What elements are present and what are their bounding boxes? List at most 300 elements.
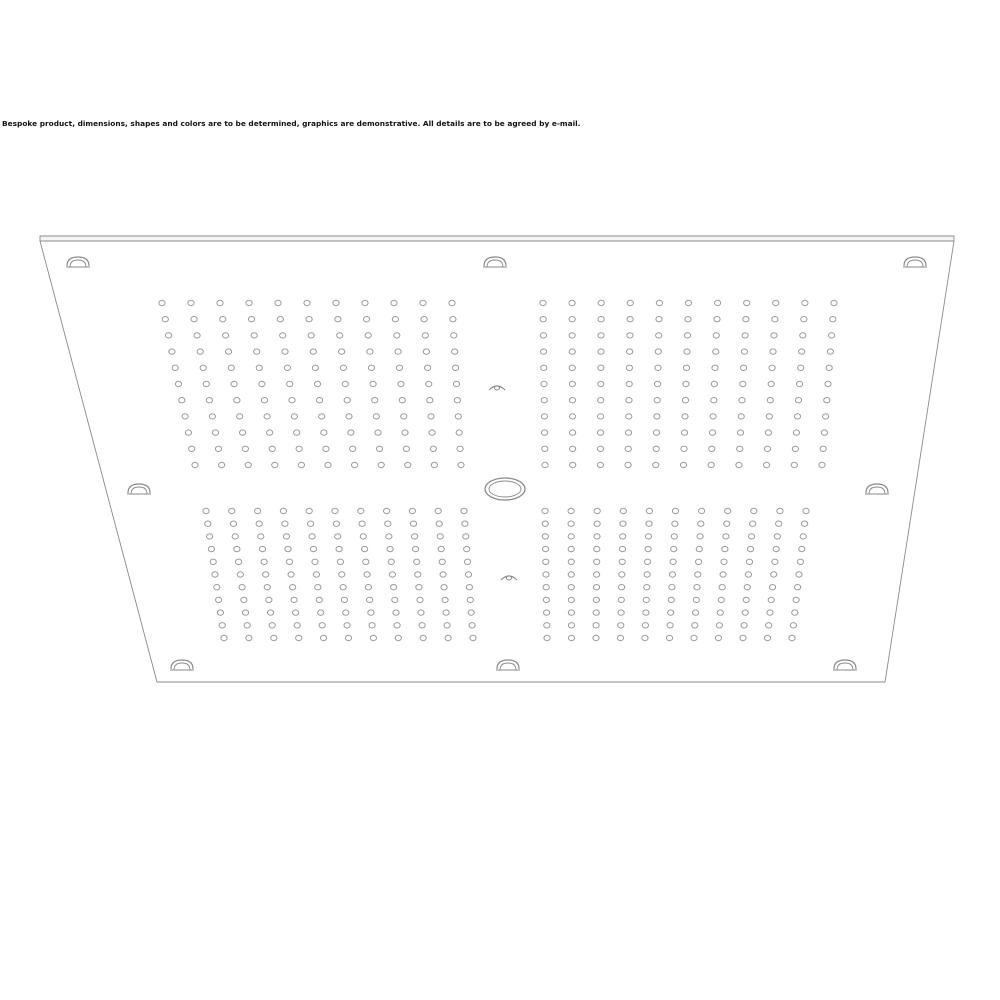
nozzle xyxy=(710,414,716,419)
nozzle xyxy=(821,430,827,435)
nozzle xyxy=(593,623,599,628)
nozzle xyxy=(792,446,798,451)
nozzle xyxy=(737,430,743,435)
nozzle xyxy=(736,462,742,467)
nozzle xyxy=(229,508,235,513)
panel-surface xyxy=(40,241,954,682)
nozzle xyxy=(542,430,548,435)
nozzle xyxy=(802,521,808,526)
nozzle xyxy=(795,398,801,403)
nozzle xyxy=(217,300,223,305)
nozzle xyxy=(627,300,633,305)
nozzle xyxy=(708,462,714,467)
nozzle xyxy=(449,300,455,305)
nozzle xyxy=(819,462,825,467)
nozzle xyxy=(645,559,651,564)
nozzle xyxy=(420,300,426,305)
nozzle xyxy=(764,462,770,467)
nozzle xyxy=(655,365,661,370)
nozzle xyxy=(737,446,743,451)
nozzle xyxy=(367,597,373,602)
nozzle xyxy=(259,381,265,386)
nozzle xyxy=(768,597,774,602)
nozzle xyxy=(692,623,698,628)
nozzle xyxy=(419,623,425,628)
disclaimer-text: Bespoke product, dimensions, shapes and colors are to be determined, graphics are demonstrative. All details are to be agreed by e-mail. xyxy=(2,119,581,128)
nozzle xyxy=(656,317,662,322)
nozzle xyxy=(304,300,310,305)
nozzle xyxy=(350,446,356,451)
nozzle xyxy=(738,414,744,419)
nozzle xyxy=(627,317,633,322)
nozzle xyxy=(773,546,779,551)
nozzle xyxy=(212,430,218,435)
nozzle xyxy=(333,300,339,305)
nozzle xyxy=(618,623,624,628)
nozzle xyxy=(827,349,833,354)
nozzle xyxy=(685,300,691,305)
nozzle xyxy=(216,597,222,602)
nozzle xyxy=(362,546,368,551)
nozzle xyxy=(369,623,375,628)
nozzle xyxy=(598,333,604,338)
nozzle xyxy=(749,534,755,539)
nozzle xyxy=(464,546,470,551)
nozzle xyxy=(194,333,200,338)
nozzle xyxy=(777,508,783,513)
nozzle xyxy=(337,559,343,564)
nozzle xyxy=(626,365,632,370)
nozzle xyxy=(741,365,747,370)
nozzle xyxy=(318,610,324,615)
nozzle xyxy=(772,559,778,564)
nozzle xyxy=(625,430,631,435)
nozzle xyxy=(773,300,779,305)
nozzle xyxy=(544,635,550,640)
nozzle xyxy=(217,610,223,615)
nozzle xyxy=(656,300,662,305)
nozzle xyxy=(693,597,699,602)
nozzle xyxy=(697,534,703,539)
nozzle xyxy=(643,610,649,615)
nozzle xyxy=(766,623,772,628)
nozzle xyxy=(800,534,806,539)
nozzle xyxy=(743,317,749,322)
nozzle xyxy=(368,365,374,370)
nozzle xyxy=(440,572,446,577)
nozzle xyxy=(598,300,604,305)
nozzle xyxy=(394,623,400,628)
nozzle xyxy=(418,610,424,615)
nozzle xyxy=(413,546,419,551)
nozzle xyxy=(452,349,458,354)
nozzle xyxy=(255,508,261,513)
nozzle xyxy=(668,610,674,615)
nozzle xyxy=(203,508,209,513)
nozzle xyxy=(540,333,546,338)
nozzle xyxy=(212,572,218,577)
nozzle xyxy=(266,597,272,602)
nozzle xyxy=(594,559,600,564)
nozzle xyxy=(208,546,214,551)
nozzle xyxy=(393,610,399,615)
nozzle xyxy=(392,317,398,322)
nozzle xyxy=(568,572,574,577)
nozzle xyxy=(246,300,252,305)
nozzle xyxy=(416,585,422,590)
nozzle xyxy=(644,585,650,590)
nozzle xyxy=(683,381,689,386)
nozzle xyxy=(542,446,548,451)
nozzle xyxy=(453,381,459,386)
nozzle xyxy=(671,534,677,539)
nozzle xyxy=(667,623,673,628)
nozzle xyxy=(373,414,379,419)
nozzle xyxy=(308,521,314,526)
nozzle xyxy=(402,430,408,435)
nozzle xyxy=(540,317,546,322)
nozzle xyxy=(310,546,316,551)
nozzle xyxy=(451,333,457,338)
nozzle xyxy=(245,462,251,467)
nozzle xyxy=(597,446,603,451)
nozzle xyxy=(598,398,604,403)
nozzle xyxy=(831,300,837,305)
nozzle xyxy=(799,546,805,551)
nozzle xyxy=(313,572,319,577)
nozzle xyxy=(335,317,341,322)
nozzle xyxy=(436,521,442,526)
nozzle xyxy=(766,414,772,419)
nozzle xyxy=(769,585,775,590)
nozzle xyxy=(192,462,198,467)
nozzle xyxy=(394,333,400,338)
nozzle xyxy=(739,398,745,403)
nozzle xyxy=(568,559,574,564)
nozzle xyxy=(795,585,801,590)
nozzle xyxy=(714,317,720,322)
nozzle xyxy=(543,546,549,551)
nozzle xyxy=(826,365,832,370)
nozzle xyxy=(386,534,392,539)
nozzle xyxy=(740,635,746,640)
nozzle xyxy=(375,430,381,435)
nozzle xyxy=(269,623,275,628)
nozzle xyxy=(741,623,747,628)
nozzle xyxy=(189,446,195,451)
nozzle xyxy=(335,534,341,539)
nozzle xyxy=(597,462,603,467)
nozzle xyxy=(239,585,245,590)
nozzle xyxy=(377,446,383,451)
nozzle xyxy=(653,462,659,467)
nozzle xyxy=(285,546,291,551)
nozzle xyxy=(286,559,292,564)
nozzle xyxy=(598,317,604,322)
nozzle xyxy=(462,521,468,526)
nozzle xyxy=(182,414,188,419)
nozzle xyxy=(470,635,476,640)
nozzle xyxy=(655,349,661,354)
nozzle xyxy=(219,462,225,467)
nozzle xyxy=(645,546,651,551)
nozzle xyxy=(415,572,421,577)
nozzle xyxy=(242,610,248,615)
nozzle xyxy=(395,349,401,354)
nozzle xyxy=(619,572,625,577)
nozzle xyxy=(242,446,248,451)
nozzle xyxy=(435,508,441,513)
nozzle xyxy=(453,365,459,370)
nozzle xyxy=(725,508,731,513)
nozzle xyxy=(680,462,686,467)
nozzle xyxy=(569,398,575,403)
nozzle xyxy=(767,398,773,403)
nozzle xyxy=(308,333,314,338)
nozzle xyxy=(696,559,702,564)
nozzle xyxy=(620,521,626,526)
nozzle xyxy=(797,381,803,386)
nozzle xyxy=(457,446,463,451)
nozzle xyxy=(692,610,698,615)
nozzle xyxy=(594,508,600,513)
nozzle xyxy=(280,508,286,513)
nozzle xyxy=(306,317,312,322)
nozzle xyxy=(823,414,829,419)
nozzle xyxy=(363,559,369,564)
nozzle xyxy=(598,430,604,435)
nozzle xyxy=(166,333,172,338)
nozzle xyxy=(364,317,370,322)
nozzle xyxy=(594,521,600,526)
nozzle xyxy=(310,349,316,354)
nozzle xyxy=(385,521,391,526)
nozzle xyxy=(200,365,206,370)
nozzle xyxy=(340,365,346,370)
nozzle xyxy=(670,559,676,564)
nozzle xyxy=(315,585,321,590)
nozzle xyxy=(185,430,191,435)
nozzle xyxy=(321,635,327,640)
nozzle xyxy=(719,585,725,590)
nozzle xyxy=(443,610,449,615)
nozzle xyxy=(283,534,289,539)
nozzle xyxy=(251,333,257,338)
nozzle xyxy=(236,559,242,564)
nozzle xyxy=(197,349,203,354)
nozzle xyxy=(261,559,267,564)
nozzle xyxy=(717,610,723,615)
nozzle xyxy=(296,635,302,640)
nozzle xyxy=(422,333,428,338)
clip-hole xyxy=(507,576,512,580)
nozzle xyxy=(391,585,397,590)
nozzle xyxy=(288,572,294,577)
nozzle xyxy=(568,610,574,615)
nozzle xyxy=(223,333,229,338)
nozzle xyxy=(620,508,626,513)
nozzle xyxy=(179,398,185,403)
nozzle xyxy=(709,430,715,435)
nozzle xyxy=(319,623,325,628)
nozzle xyxy=(309,534,315,539)
nozzle xyxy=(794,414,800,419)
nozzle xyxy=(593,635,599,640)
nozzle xyxy=(294,623,300,628)
nozzle xyxy=(541,414,547,419)
nozzle xyxy=(360,534,366,539)
nozzle xyxy=(272,462,278,467)
nozzle xyxy=(796,572,802,577)
nozzle xyxy=(541,398,547,403)
nozzle xyxy=(824,398,830,403)
nozzle xyxy=(799,349,805,354)
nozzle xyxy=(825,381,831,386)
nozzle xyxy=(803,508,809,513)
nozzle xyxy=(264,585,270,590)
nozzle xyxy=(696,546,702,551)
nozzle xyxy=(210,559,216,564)
nozzle xyxy=(542,462,548,467)
nozzle xyxy=(191,317,197,322)
nozzle xyxy=(359,521,365,526)
nozzle xyxy=(365,585,371,590)
nozzle xyxy=(724,521,730,526)
clip-hole xyxy=(495,386,500,390)
nozzle xyxy=(793,597,799,602)
nozzle xyxy=(713,333,719,338)
nozzle xyxy=(159,300,165,305)
nozzle xyxy=(244,623,250,628)
nozzle xyxy=(439,559,445,564)
nozzle xyxy=(458,462,464,467)
nozzle xyxy=(405,462,411,467)
nozzle xyxy=(277,317,283,322)
nozzle xyxy=(228,365,234,370)
nozzle xyxy=(372,398,378,403)
nozzle xyxy=(287,381,293,386)
nozzle xyxy=(594,546,600,551)
nozzle xyxy=(569,365,575,370)
nozzle xyxy=(207,534,213,539)
nozzle xyxy=(346,414,352,419)
nozzle xyxy=(801,317,807,322)
nozzle xyxy=(264,414,270,419)
nozzle xyxy=(682,414,688,419)
nozzle xyxy=(392,597,398,602)
nozzle xyxy=(340,585,346,590)
nozzle xyxy=(316,597,322,602)
nozzle xyxy=(319,414,325,419)
nozzle xyxy=(312,559,318,564)
nozzle xyxy=(417,597,423,602)
nozzle xyxy=(681,446,687,451)
nozzle xyxy=(441,585,447,590)
nozzle xyxy=(384,508,390,513)
nozzle xyxy=(626,398,632,403)
nozzle xyxy=(409,508,415,513)
nozzle xyxy=(800,333,806,338)
nozzle xyxy=(570,462,576,467)
nozzle xyxy=(312,365,318,370)
nozzle xyxy=(188,300,194,305)
nozzle xyxy=(421,317,427,322)
nozzle xyxy=(321,430,327,435)
nozzle xyxy=(365,333,371,338)
nozzle xyxy=(289,398,295,403)
nozzle xyxy=(378,462,384,467)
nozzle xyxy=(387,546,393,551)
nozzle xyxy=(162,317,168,322)
nozzle xyxy=(770,349,776,354)
nozzle xyxy=(429,430,435,435)
nozzle xyxy=(568,546,574,551)
nozzle xyxy=(544,623,550,628)
nozzle xyxy=(741,349,747,354)
nozzle xyxy=(765,430,771,435)
nozzle xyxy=(294,430,300,435)
nozzle xyxy=(220,317,226,322)
nozzle xyxy=(463,534,469,539)
nozzle xyxy=(466,585,472,590)
nozzle xyxy=(240,430,246,435)
nozzle xyxy=(748,546,754,551)
nozzle xyxy=(797,559,803,564)
nozzle xyxy=(256,521,262,526)
nozzle xyxy=(569,381,575,386)
nozzle xyxy=(774,534,780,539)
nozzle xyxy=(412,534,418,539)
nozzle xyxy=(743,597,749,602)
nozzle xyxy=(468,610,474,615)
nozzle xyxy=(802,300,808,305)
nozzle xyxy=(175,381,181,386)
nozzle xyxy=(370,381,376,386)
nozzle xyxy=(744,585,750,590)
nozzle xyxy=(209,414,215,419)
nozzle xyxy=(284,365,290,370)
panel-outline xyxy=(40,236,954,682)
nozzle xyxy=(789,635,795,640)
nozzle xyxy=(798,365,804,370)
nozzle xyxy=(541,349,547,354)
nozzle xyxy=(722,546,728,551)
nozzle xyxy=(317,398,323,403)
nozzle xyxy=(776,521,782,526)
nozzle xyxy=(398,381,404,386)
nozzle xyxy=(410,521,416,526)
nozzle xyxy=(323,446,329,451)
nozzle xyxy=(455,414,461,419)
nozzle xyxy=(625,446,631,451)
nozzle xyxy=(569,414,575,419)
nozzle xyxy=(569,317,575,322)
nozzle xyxy=(169,349,175,354)
nozzle xyxy=(352,462,358,467)
nozzle xyxy=(744,300,750,305)
nozzle xyxy=(740,381,746,386)
nozzle xyxy=(414,559,420,564)
nozzle xyxy=(282,349,288,354)
nozzle xyxy=(336,546,342,551)
nozzle xyxy=(437,534,443,539)
nozzle xyxy=(344,398,350,403)
nozzle xyxy=(263,572,269,577)
nozzle xyxy=(820,446,826,451)
nozzle xyxy=(230,521,236,526)
nozzle xyxy=(225,349,231,354)
nozzle xyxy=(544,610,550,615)
